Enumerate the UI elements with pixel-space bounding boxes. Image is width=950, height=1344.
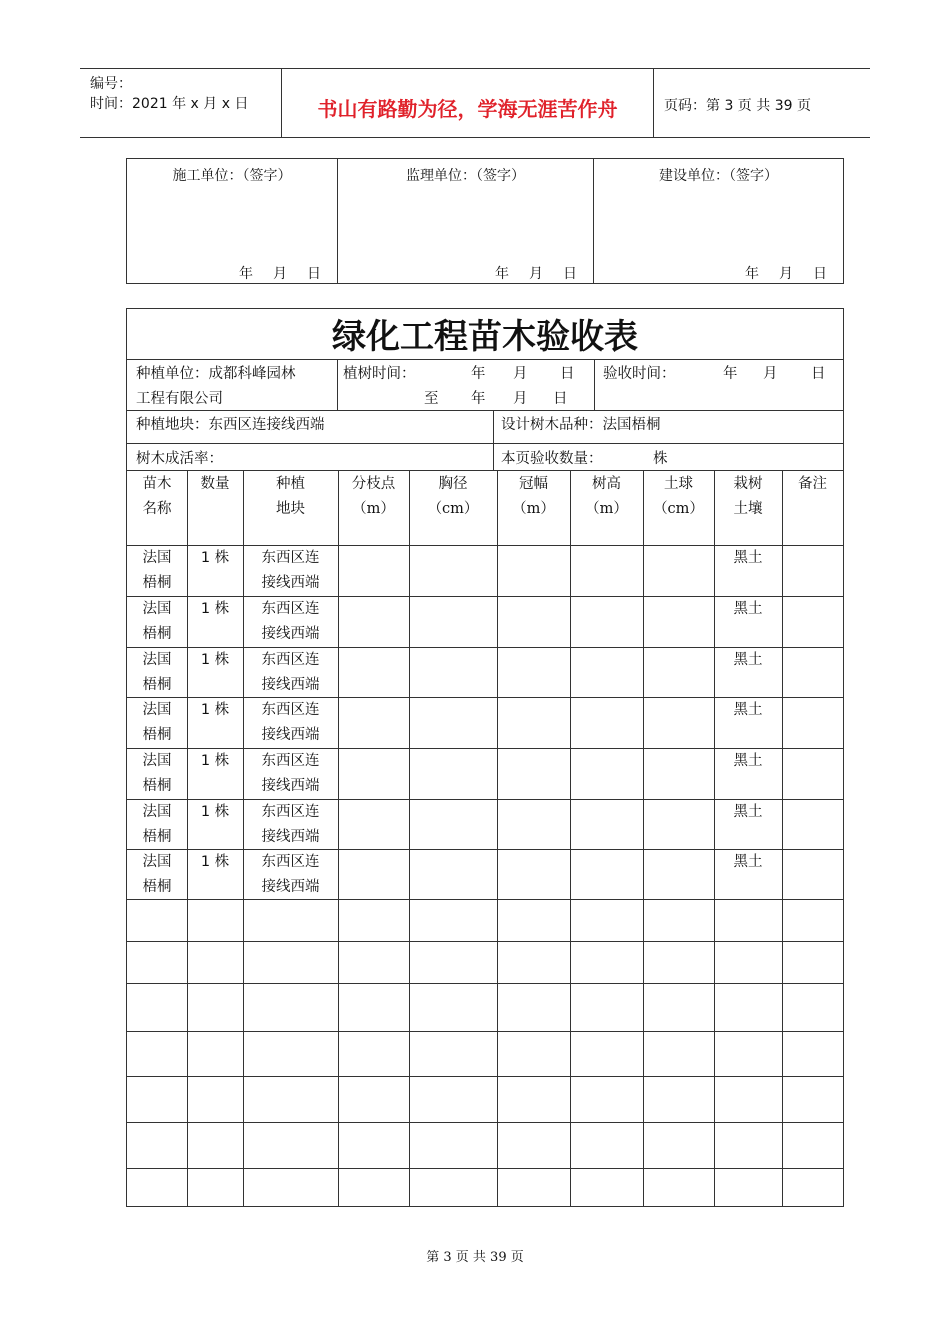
col-crown-unit: （m） [512,501,555,517]
page-info: 页码：第 3 页 共 39 页 [664,98,811,114]
planting-unit-line1: 种植单位：成都科峰园林 [136,366,296,382]
table-cell-plot: 东西区连 [261,854,320,870]
col-rootball-header: 土球 [664,476,693,492]
table-cell-plot: 接线西端 [261,879,320,895]
serial-label: 编号： [90,76,132,92]
table-cell-qty: 1 株 [200,652,230,668]
col-crown-header: 冠幅 [519,476,548,492]
signature-label: 建设单位：（签字） [659,168,778,184]
table-cell-name: 梧桐 [142,829,172,845]
table-cell-name: 梧桐 [142,778,172,794]
count-label: 本页验收数量： [501,451,603,467]
grid-vline [338,470,339,1206]
accept-time-day: 日 [811,366,826,382]
table-cell-name: 法国 [142,804,172,820]
grid-vline [187,470,188,1206]
grid-vline [409,470,410,1206]
page-footer: 第 3 页 共 39 页 [426,1250,524,1265]
grid-hline [127,983,843,984]
table-cell-soil: 黑土 [733,854,763,870]
table-cell-name: 梧桐 [142,626,172,642]
col-soil-header: 栽树 [733,476,763,492]
table-cell-plot: 东西区连 [261,702,320,718]
table-cell-plot: 东西区连 [261,804,320,820]
accept-time-month: 月 [763,366,778,382]
table-cell-plot: 东西区连 [261,652,320,668]
grid-hline [127,1076,843,1077]
table-cell-name: 梧桐 [142,677,172,693]
table-cell-soil: 黑土 [733,753,763,769]
grid-vline [497,470,498,1206]
table-cell-name: 法国 [142,702,172,718]
table-cell-name: 法国 [142,753,172,769]
table-cell-soil: 黑土 [733,652,763,668]
plant-time-end-day: 日 [553,391,568,407]
grid-hline [127,1168,843,1169]
table-cell-soil: 黑土 [733,601,763,617]
grid-vline [714,470,715,1206]
col-dbh-header: 胸径 [438,476,468,492]
signature-date: 年 月 日 [495,266,577,282]
signature-label: 监理单位：（签字） [406,168,525,184]
signature-construction [127,159,338,283]
plant-time-month: 月 [513,366,528,382]
acceptance-form [126,308,844,1207]
col-plot-header: 种植 [276,476,305,492]
plant-time-day: 日 [560,366,575,382]
col-qty-header: 数量 [200,476,230,492]
grid-vline [643,470,644,1206]
table-cell-name: 法国 [142,601,172,617]
plant-time-end-year: 年 [471,391,486,407]
table-cell-name: 法国 [142,854,172,870]
header-page-cell [654,69,870,137]
col-name-header: 苗木 [142,476,172,492]
table-cell-soil: 黑土 [733,550,763,566]
table-cell-qty: 1 株 [200,702,230,718]
signature-date: 年 月 日 [239,266,321,282]
col-name-unit: 名称 [142,501,172,517]
plot-label: 种植地块：东西区连接线西端 [136,417,325,433]
table-cell-plot: 接线西端 [261,677,320,693]
table-cell-name: 梧桐 [142,575,172,591]
col-branch-header: 分枝点 [351,476,396,492]
motto-text: 书山有路勤为径，学海无涯苦作舟 [317,97,618,121]
grid-vline [782,470,783,1206]
table-cell-name: 法国 [142,550,172,566]
plant-time-label: 植树时间： [343,366,416,382]
table-cell-plot: 东西区连 [261,550,320,566]
table-cell-name: 梧桐 [142,727,172,743]
table-cell-plot: 接线西端 [261,626,320,642]
table-cell-name: 法国 [142,652,172,668]
grid-hline [127,899,843,900]
col-rootball-unit: （cm） [653,501,704,517]
table-cell-plot: 东西区连 [261,753,320,769]
table-cell-qty: 1 株 [200,804,230,820]
signature-date: 年 月 日 [745,266,827,282]
grid-hline [127,1031,843,1032]
signature-label: 施工单位：（签字） [172,168,292,184]
table-cell-plot: 接线西端 [261,829,320,845]
header-meta [80,69,282,137]
signature-supervision [338,159,594,283]
grid-hline [127,1122,843,1123]
header-motto-cell [282,69,654,137]
accept-time-year: 年 [723,366,738,382]
survival-label: 树木成活率： [136,451,223,467]
species-label: 设计树木品种：法国梧桐 [501,417,661,433]
table-cell-plot: 接线西端 [261,727,320,743]
count-unit: 株 [653,451,668,467]
signature-owner [594,159,843,283]
table-cell-plot: 东西区连 [261,601,320,617]
form-title: 绿化工程苗木验收表 [332,317,638,357]
col-branch-unit: （m） [352,501,395,517]
col-soil-unit: 土壤 [733,501,763,517]
table-cell-plot: 接线西端 [261,778,320,794]
plant-time-year: 年 [471,366,486,382]
accept-time-label: 验收时间： [603,366,676,382]
table-cell-soil: 黑土 [733,804,763,820]
plant-time-end-month: 月 [513,391,528,407]
table-cell-name: 梧桐 [142,879,172,895]
time-text: 时间：2021 年 x 月 x 日 [90,96,249,112]
table-cell-qty: 1 株 [200,601,230,617]
signature-table [126,158,844,284]
table-cell-qty: 1 株 [200,753,230,769]
col-dbh-unit: （cm） [427,501,479,517]
grid-hline [127,941,843,942]
col-plot-unit: 地块 [276,501,305,517]
grid-vline [570,470,571,1206]
table-cell-qty: 1 株 [200,550,230,566]
table-cell-soil: 黑土 [733,702,763,718]
table-cell-qty: 1 株 [200,854,230,870]
col-height-header: 树高 [592,476,621,492]
col-height-unit: （m） [585,501,628,517]
col-notes-header: 备注 [798,476,827,492]
planting-unit-line2: 工程有限公司 [136,391,223,407]
table-cell-plot: 接线西端 [261,575,320,591]
page-header [80,68,870,138]
plant-time-to: 至 [424,391,439,407]
